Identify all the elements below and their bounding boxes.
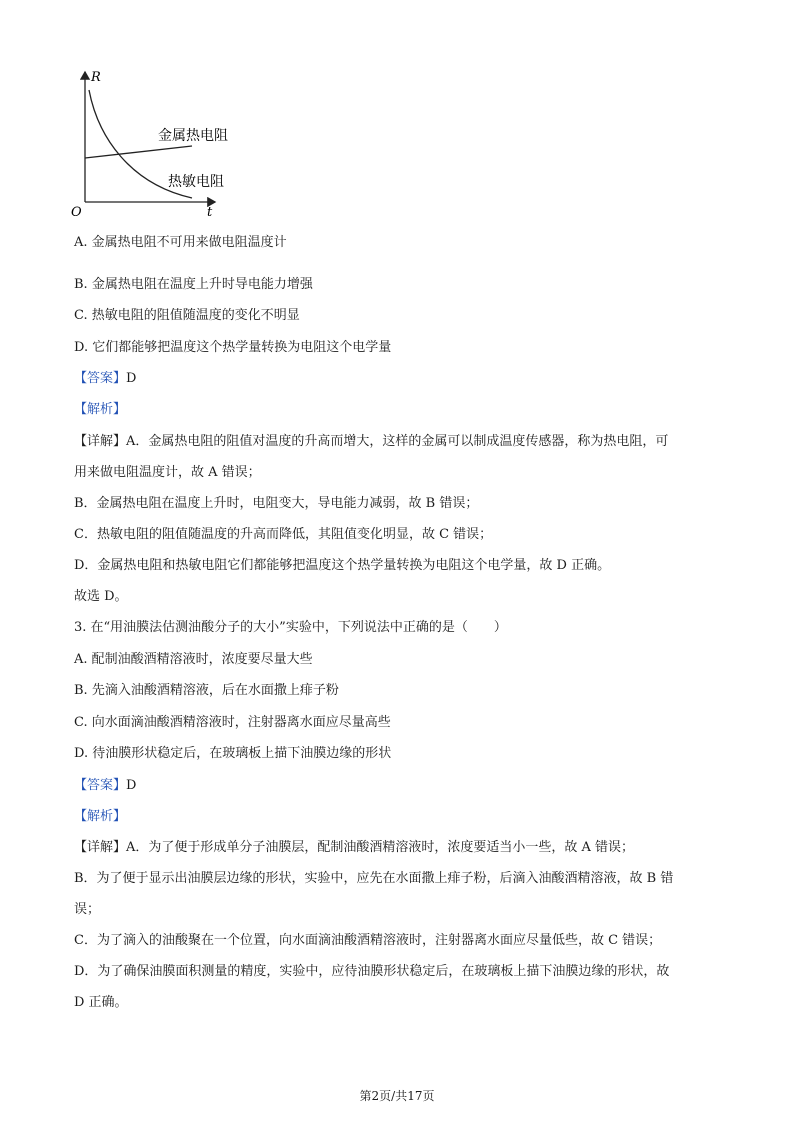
q2-analysis-tag: 【解析】 (74, 402, 127, 417)
metal-resistor-curve (85, 146, 192, 158)
q2-detail-line-1 (74, 433, 668, 451)
q2-detail-line-6: 故选 D。 (74, 589, 128, 604)
q3-answer-value: D (126, 778, 137, 793)
q3-detail-line-6: D 正确。 (74, 995, 128, 1010)
y-axis-label: R (91, 70, 101, 85)
resistance-temperature-graph (60, 62, 260, 222)
q2-detail-line-3: B．金属热电阻在温度上升时，电阻变大，导电能力减弱，故 B 错误； (74, 496, 479, 511)
thermistor-label: 热敏电阻 (168, 174, 224, 190)
q3-detail-line-1 (74, 839, 634, 857)
q2-detail-line-5: D．金属热电阻和热敏电阻它们都能够把温度这个热学量转换为电阻这个电学量，故 D 正确。 (74, 558, 611, 573)
q2-option-b: B. 金属热电阻在温度上升时导电能力增强 (74, 277, 313, 292)
q3-option-a: A. 配制油酸酒精溶液时，浓度要尽量大些 (74, 652, 313, 667)
q2-detail-line-4: C．热敏电阻的阻值随温度的升高而降低，其阻值变化明显，故 C 错误； (74, 527, 493, 542)
q2-answer-tag: 【答案】 (74, 371, 127, 386)
q2-option-c: C. 热敏电阻的阻值随温度的变化不明显 (74, 308, 300, 323)
q2-detail-line-2: 用来做电阻温度计，故 A 错误； (74, 465, 261, 480)
q3-detail-text-1: A．为了便于形成单分子油膜层，配制油酸酒精溶液时，浓度要适当小一些，故 A 错误； (126, 840, 635, 855)
q3-analysis-tag: 【解析】 (74, 809, 127, 824)
q3-detail-line-5: D．为了确保油膜面积测量的精度，实验中，应待油膜形状稳定后，在玻璃板上描下油膜边缘的形状，故 (74, 964, 670, 979)
q3-answer-row (74, 777, 136, 795)
q2-option-d: D. 它们都能够把温度这个热学量转换为电阻这个电学量 (74, 340, 392, 355)
graph-svg (60, 62, 260, 222)
q3-detail-line-2: B．为了便于显示出油膜层边缘的形状，实验中，应先在水面撒上痱子粉，后滴入油酸酒精溶液，故 B 错 (74, 871, 674, 886)
q3-detail-line-4: C．为了滴入的油酸聚在一个位置，向水面滴油酸酒精溶液时，注射器离水面应尽量低些，故 C 错误； (74, 933, 662, 948)
q2-detail-tag: 【详解】 (74, 434, 127, 449)
q3-answer-tag: 【答案】 (74, 778, 127, 793)
q2-answer-row (74, 370, 136, 388)
q3-detail-line-3: 误； (74, 902, 101, 917)
q3-option-d: D. 待油膜形状稳定后，在玻璃板上描下油膜边缘的形状 (74, 746, 392, 761)
q3-option-b: B. 先滴入油酸酒精溶液，后在水面撒上痱子粉 (74, 683, 339, 698)
q2-detail-text-1: A．金属热电阻的阻值对温度的升高而增大，这样的金属可以制成温度传感器，称为热电阻，可 (126, 434, 669, 449)
origin-label: O (71, 205, 82, 220)
q3-option-c: C. 向水面滴油酸酒精溶液时，注射器离水面应尽量高些 (74, 715, 391, 730)
x-axis-label: t (207, 205, 213, 220)
q2-option-a: A. 金属热电阻不可用来做电阻温度计 (74, 235, 287, 250)
page-number: 第2页/共17页 (359, 1089, 435, 1103)
q3-detail-tag: 【详解】 (74, 840, 127, 855)
metal-resistor-label: 金属热电阻 (158, 128, 228, 144)
q3-stem: 3. 在“用油膜法估测油酸分子的大小”实验中，下列说法中正确的是（ ） (74, 620, 507, 635)
q2-answer-value: D (126, 371, 137, 386)
